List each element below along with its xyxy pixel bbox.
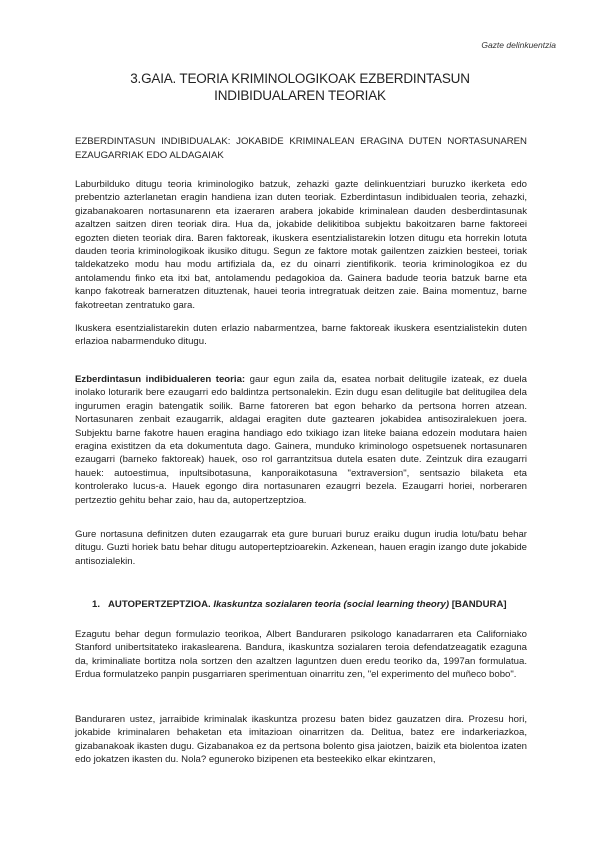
list-heading-title: AUTOPERTZEPTZIOA. <box>108 599 211 610</box>
paragraph-intro: Laburbilduko ditugu teoria kriminologiko batzuk, zehazki gazte delinkuentziari buruzko ikerketa edo prebentzio azterlanetan eragin handiena izan duten teoriak. Ezberdintasun indibidualen teoria, zehazki, gizabanakoaren nortasunarenn eta izaeraren arabera jokabide kriminalean dauden desberdintasunak azaltzen saitzen diren teoriak dira. Hua da, jokabide delikitiboa subjektu bakoitzaren barne faktoreei egozten dieten teoriak dira. Baren faktoreak, ikuskera esentzialistarekin lotzen ditugu eta horrekin lotuta dauden teoria kriminologikoak ikusiko ditugu. Segun ze faktore motak gailentzen zaizkien besteei, toriak taldekatzeko modu hau modu artifiziala da, ez du oinarri zientifikorik. teoria kriminologikoa ez du antolamendu finko eta itxi bat, antolamendu pedagokioa da. Gainera badude teoria batzuk barne eta kanpo fakotreak barneratzen dituztenak, hauei teoria intregratuak deitzen zaie. Baina momentuz, barne fakotreetan zentratuko gara. <box>75 179 527 311</box>
paragraph-body: gaur egun zaila da, esatea norbait delitugile izateak, ez duela inolako loturarik bere ezaugarri edo baldintza pertsonalekin. Ezin dugu esan delitugile bat delitugilea dela ingurumen eragin batengatik soilik. Barne fatoreren bat egon beharko da pertsona horren atzean. Nortasunaren zenbait ezaugarrik, aldagai eragiten dute gaztearen jokabidea antisoziralekuen joera. Subjektu barne fakotre hauen eragina handiago edo txikiago izan liteke baiana edozein modutara haien eragina existitzen da eta dokumentuta dago. Gainera, munduko kriminologo ospetsuenek nortasunaren ezaugarri (barneko faktoreak) hauek, oso rol garrantzitsua dutela esaten dute. Zeintzuk dira ezaugarri hauek: autoestimua, inpultsibotasuna, kanporaikotasuna "extraversion", sentsazio bilaketa eta kontrolerako lucus-a. Hauek egongo dira nortasunaren ezaugrri bezela. Ezaugarri horiei, norberaren pertzeztio gehitu behar zaio, hau da, autopertzeptzioa. <box>75 374 527 506</box>
paragraph-essentialist: Ikuskera esentzialistarekin duten erlazio nabarmentzea, barne faktoreak ikuskera esentzialistekin duten erlazioa nabarmenduko ditugu. <box>75 323 527 348</box>
running-header: Gazte delinkuentzia <box>481 40 556 50</box>
term-bold: Ezberdintasun indibidualeren teoria: <box>75 374 246 385</box>
paragraph-bandura-learning: Banduraren ustez, jarraibide kriminalak ikaskuntza prozesu baten bidez gauzatzen dira. Prozesu hori, jokabide kriminalaren behaketan eta imitazioan oinarritzen da. Delitua, batez ere indarkeriazkoa, gizabanakoak ikasten dugu. Gizabanakoa ez da pertsona bolento gisa jaiotzen, baizik eta biolentoa izaten edo jokatzen ikasten du. Nola? eguneroko bizipenen eta besteekiko elkar ekintzaren, <box>75 714 527 766</box>
paragraph-self-perception: Gure nortasuna definitzen duten ezaugarrak eta gure buruari buruz eraiku dugun irudia lotu/batu behar ditugu. Guzti horiek batu behar ditugu autoperteptzioarekin. Azkenean, hauen eragin izango dute jokabide antisozialekin. <box>75 529 527 567</box>
chapter-title-line-2: INDIBIDUALAREN TEORIAK <box>214 88 386 103</box>
list-item-heading <box>92 598 532 611</box>
chapter-title-line-1: 3.GAIA. TEORIA KRIMINOLOGIKOAK EZBERDINTASUN <box>130 71 470 86</box>
list-heading-tag: [BANDURA] <box>449 599 507 610</box>
list-heading-subtitle: Ikaskuntza sozialaren teoria (social learning theory) <box>210 599 450 610</box>
paragraph-bandura-intro: Ezagutu behar degun formulazio teorikoa, Albert Banduraren psikologo kanadarraren eta Californiako Stanford unibertsitateko irakaslearena. Bandura, ikaskuntza sozialaren teroia defendatzeagatik ezaguna da, kriminaliate bortitza nola sortzen den azaltzen laguntzen duen eredu teoriko da, 1997an formulatua. Erdua formulatzeko panpin pusgarriaren sperimentuan oinarritu zen, "el experimento del muñeco bobo". <box>75 629 527 681</box>
section-heading: EZBERDINTASUN INDIBIDUALAK: JOKABIDE KRIMINALEAN ERAGINA DUTEN NORTASUNAREN EZAUGARRIAK EDO ALDAGAIAK <box>75 136 527 161</box>
chapter-title <box>0 70 600 104</box>
paragraph-individual-differences <box>75 373 527 507</box>
list-number: 1. <box>92 599 101 610</box>
